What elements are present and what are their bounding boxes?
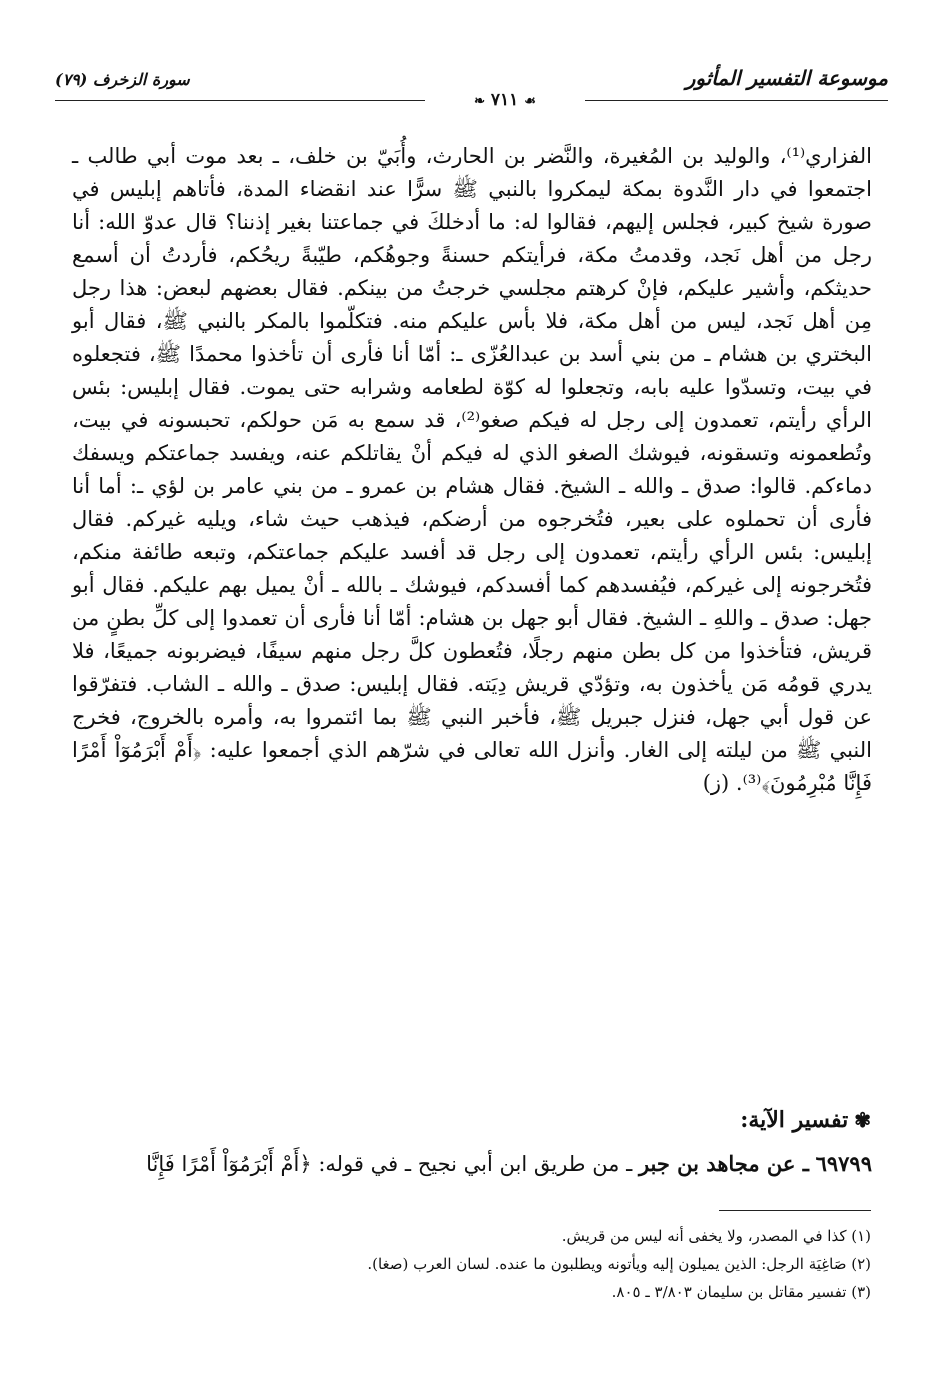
surah-name: سورة الزخرف (٧٩) xyxy=(55,70,190,89)
ornament-icon: ☙ xyxy=(524,94,536,109)
body-paragraph: الفزاري⁽¹⁾، والوليد بن المُغيرة، والنَّضر بن الحارث، وأُبَيّ بن خلف، ـ بعد موت أبي طالب ـ اجتمعوا في دار النَّدوة بمكة ليمكروا بالنبي ﷺ سرًّا عند انقضاء المدة، فأتاهم إبليس في صورة شيخ كبير، فجلس إليهم، فقالوا له: ما أدخلكَ في جماعتنا بغير إذننا؟ قال عدوّ الله: أنا رجل من أهل نَجد، وقدمتُ مكة، فرأيتكم حسنةً وجوهُكم، طيّبةً ريحُكم، فأردتُ أن أسمع حديثكم، وأشير عليكم، فإنْ كرهتم مجلسي خرجتُ من بينكم. فقال بعضهم لبعض: هذا رجل مِن أهل نَجد، ليس من أهل مكة، فلا بأس عليكم منه. فتكلّموا بالمكر بالنبي ﷺ، فقال أبو البختري بن هشام ـ من بني أسد بن عبدالعُزّى ـ: أمّا أنا فأرى أن تأخذوا محمدًا ﷺ، فتجعلوه في بيت، وتسدّوا عليه بابه، وتجعلوا له كوّة لطعامه وشرابه حتى يموت. فقال إبليس: بئس الرأي رأيتم، تعمدون إلى رجل له فيكم صغو⁽²⁾، قد سمع به مَن حولكم، تحبسونه في بيت، وتُطعمونه وتسقونه، فيوشك الصغو الذي له فيكم أنْ يقاتلكم عنه، ويفسد جماعتكم ويسفك دماءكم. قالوا: صدق ـ والله ـ الشيخ. فقال هشام بن عمرو ـ من بني عامر بن لؤي ـ: أما أنا فأرى أن تحملوه على بعير، فتُخرجوه من أرضكم، فيذهب حيث شاء، ويليه غيركم. فقال إبليس: بئس الرأي رأيتم، تعمدون إلى رجل قد أفسد عليكم جماعتكم، وتبعه طائفة منكم، فتُخرجونه إلى غيركم، فيُفسدهم كما أفسدكم، فيوشك ـ بالله ـ أنْ يميل بهم عليكم. فقال أبو جهل: صدق ـ واللهِ ـ الشيخ. فقال أبو جهل بن هشام: أمّا أنا فأرى أن تعمدوا إلى كلِّ بطنٍ من قريش، فتأخذوا من كل بطن منهم رجلًا، فتُعطون كلَّ رجل منهم سيفًا، فيضربونه جميعًا، فلا يدري قومُه مَن يأخذون به، وتؤدّي قريش دِيَته. فقال إبليس: صدق ـ والله ـ الشاب. فتفرّقوا عن قول أبي جهل، فنزل جبريل ﷺ، فأخبر النبي ﷺ بما ائتمروا به، وأمره بالخروج، فخرج النبي ﷺ من ليلته إلى الغار. وأنزل الله تعالى في شرّهم الذي أجمعوا عليه: ﴿أَمْ أَبْرَمُوٓاْ أَمْرًا فَإِنَّا مُبْرِمُونَ﴾⁽³⁾. (ز) xyxy=(72,144,872,795)
footnotes xyxy=(71,1222,871,1306)
section-heading-text: تفسير الآية: xyxy=(740,1107,849,1133)
ornament-icon: ❧ xyxy=(474,94,485,109)
tafsir-number: ٦٩٧٩٩ xyxy=(815,1151,872,1176)
flower-ornament-icon: ✾ xyxy=(854,1108,871,1132)
main-text xyxy=(72,140,872,800)
page-number: ٧١١ xyxy=(490,90,519,110)
tafsir-entry xyxy=(72,1147,872,1181)
page-number-block xyxy=(443,90,567,110)
tafsir-text: ـ من طريق ابن أبي نجيح ـ في قوله: ﴿أَمْ أَبْرَمُوٓاْ أَمْرًا فَإِنَّا xyxy=(146,1152,633,1176)
footnote-3: (٣) تفسير مقاتل بن سليمان ٣/٨٠٣ ـ ٨٠٥. xyxy=(611,1283,871,1301)
tafsir-narrator: ـ عن مجاهد بن جبر xyxy=(638,1151,809,1176)
book-title: موسوعة التفسير المأثور xyxy=(685,66,888,90)
footnote-1: (١) كذا في المصدر، ولا يخفى أنه ليس من قريش. xyxy=(561,1227,871,1245)
footnote-rule xyxy=(719,1210,871,1211)
footnote-2: (٢) صَاغِيَة الرجل: الذين يميلون إليه ويأتونه ويطلبون ما عنده. لسان العرب (صغا). xyxy=(367,1255,871,1273)
running-header xyxy=(55,62,888,108)
section-heading xyxy=(740,1107,871,1133)
